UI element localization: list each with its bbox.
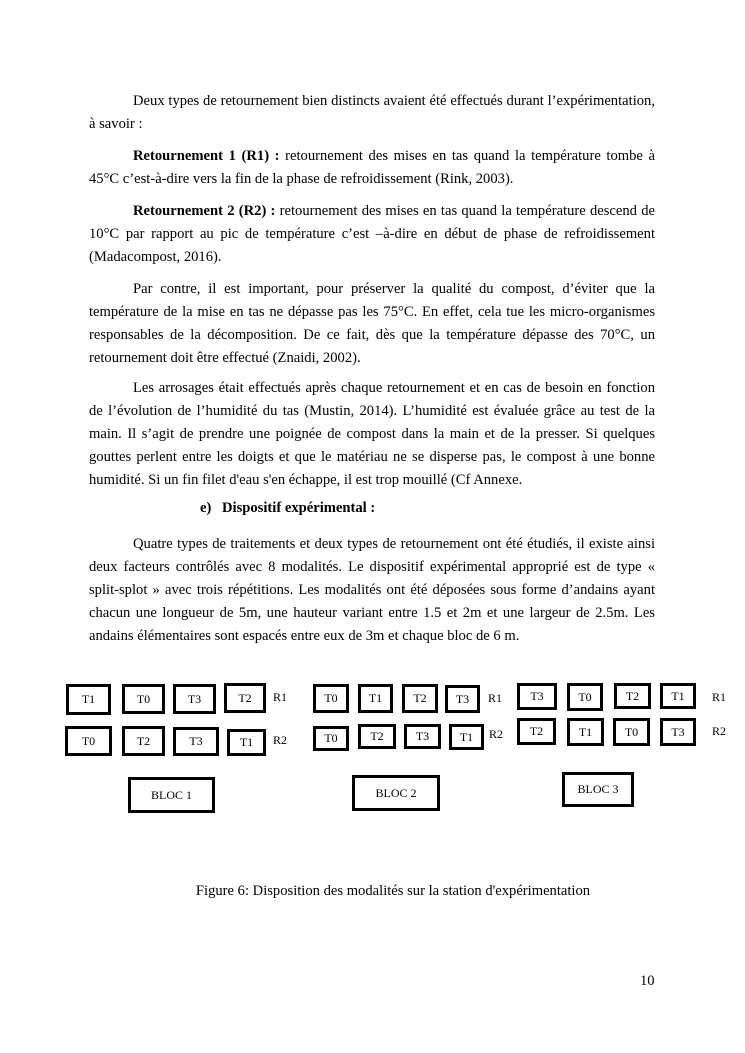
row-label-r2: R2 [273,733,288,747]
bloc-label: BLOC 2 [352,775,440,811]
paragraph-temperature: Par contre, il est important, pour préserver la qualité du compost, d’éviter que la température de la mise en tas ne dépasse pas les 75°C. En effet, cela tue les micro-organismes responsables de la décomposition. De ce fait, dès que la température dépasse des 70°C, un retournement doit être effectué (Znaidi, 2002). [89,281,655,366]
plot-box: T0 [313,726,349,751]
section-heading: e) Dispositif expérimental : [200,500,376,516]
plot-box: T1 [66,684,111,715]
row-label-r1: R1 [273,690,288,704]
plot-box: T2 [614,683,651,709]
plot-box: T1 [449,724,484,750]
figure-caption: Figure 6: Disposition des modalités sur la station d'expérimentation [195,883,591,899]
plot-box: T1 [567,718,604,746]
paragraph-retournement-1: Retournement 1 (R1) : retournement des mises en tas quand la température tombe à 45°C c’est-à-dire vers la fin de la phase de refroidissement (Rink, 2003). [89,148,655,187]
plot-box: T2 [402,684,438,713]
paragraph-dispositif: Quatre types de traitements et deux types de retournement ont été étudiés, il existe ainsi deux facteurs contrôlés avec 8 modalités. Le dispositif expérimental approprié est de type « split-splot » avec trois répétitions. Les modalités ont été déposées sous forme d’andains ayant chacun une longueur de 5m, une hauteur variant entre 1.5 et 2m et une largeur de 2.5m. Les andains élémentaires sont espacés entre eux de 3m et chaque bloc de 6 m. [89,536,655,644]
paragraph-arrosage: Les arrosages était effectués après chaque retournement et en cas de besoin en fonction de l’évolution de l’humidité du tas (Mustin, 2014). L’humidité est évaluée grâce au test de la main. Il s’agit de prendre une poignée de compost dans la main et de la presser. Si quelques gouttes perlent entre les doigts et que le matériau ne se disperse pas, le compost à une bonne humidité. Si un fin filet d'eau s'en échappe, il est trop mouillé (Cf Annexe. [89,380,655,488]
plot-box: T0 [567,683,603,711]
plot-box: T3 [173,727,219,756]
plot-box: T3 [517,683,557,710]
plot-box: T0 [122,684,165,714]
plot-box: T1 [358,684,393,713]
row-label-r1: R1 [712,690,727,704]
plot-box: T2 [224,683,266,713]
plot-box: T0 [313,684,349,713]
row-label-r1: R1 [488,691,503,705]
bloc-label: BLOC 3 [562,772,634,807]
plot-box: T3 [173,684,216,714]
page-number: 10 [640,973,655,989]
plot-box: T2 [517,718,556,745]
row-label-r2: R2 [489,727,504,741]
plot-box: T3 [445,685,480,713]
plot-box: T1 [227,729,266,756]
plot-box: T3 [660,718,696,746]
paragraph-intro: Deux types de retournement bien distincts avaient été effectués durant l’expérimentation, à savoir : [89,93,655,132]
plot-box: T2 [122,726,165,756]
plot-box: T0 [613,718,650,746]
plot-box: T2 [358,724,396,749]
bloc-label: BLOC 1 [128,777,215,813]
plot-box: T3 [404,724,441,749]
retournement-1-term: Retournement 1 (R1) : [133,148,280,164]
retournement-2-term: Retournement 2 (R2) : [133,203,276,219]
plot-box: T1 [660,683,696,709]
paragraph-retournement-2: Retournement 2 (R2) : retournement des mises en tas quand la température descend de 10°C par rapport au pic de température c’est –à-dire en début de phase de refroidissement (Madacompost, 2016). [89,203,655,265]
row-label-r2: R2 [712,724,727,738]
plot-box: T0 [65,726,112,756]
